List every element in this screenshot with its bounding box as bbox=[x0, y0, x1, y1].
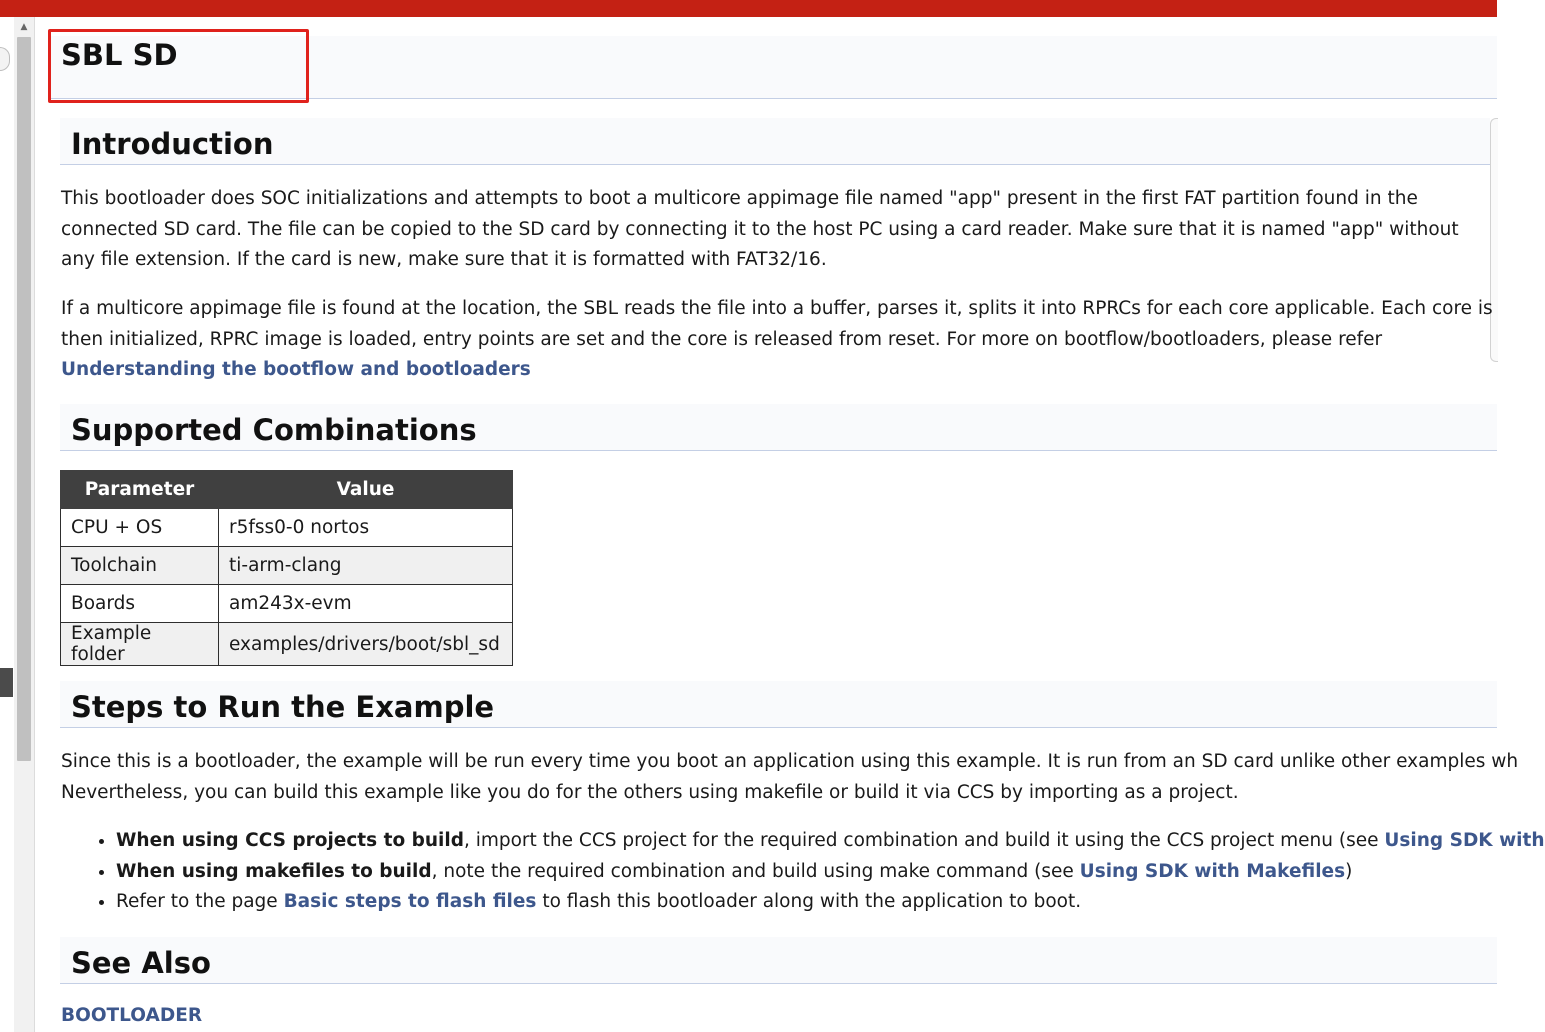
title-highlight-box bbox=[48, 29, 309, 103]
flash-files-link[interactable]: Basic steps to flash files bbox=[283, 891, 537, 912]
table-row bbox=[61, 585, 513, 623]
section-supported-combinations bbox=[60, 404, 1497, 451]
section-heading: See Also bbox=[71, 946, 211, 980]
table-cell: am243x-evm bbox=[219, 585, 513, 623]
table-cell: r5fss0-0 nortos bbox=[219, 509, 513, 547]
table-row bbox=[61, 547, 513, 585]
bullet-text: , import the CCS project for the required combination and build it using the CCS project menu (see bbox=[463, 830, 1385, 851]
list-item bbox=[116, 826, 1545, 857]
section-introduction bbox=[60, 118, 1490, 165]
bootflow-link[interactable]: Understanding the bootflow and bootloaders bbox=[61, 359, 531, 380]
column-header: Value bbox=[219, 471, 513, 509]
text-line: any file extension. If the card is new, make sure that it is formatted with FAT32/16. bbox=[61, 249, 827, 270]
gutter-marker bbox=[0, 668, 13, 697]
makefiles-link[interactable]: Using SDK with Makefiles bbox=[1079, 860, 1346, 882]
table-cell: Boards bbox=[61, 585, 219, 623]
table-cell: ti-arm-clang bbox=[219, 547, 513, 585]
text-line: This bootloader does SOC initializations and attempts to boot a multicore appimage file named "app" present in the first FAT partition found in the bbox=[61, 188, 1418, 209]
section-heading: Steps to Run the Example bbox=[71, 690, 495, 724]
table-cell: CPU + OS bbox=[61, 509, 219, 547]
list-item bbox=[116, 887, 1545, 918]
steps-list bbox=[61, 826, 1545, 918]
table-row bbox=[61, 509, 513, 547]
section-heading: Supported Combinations bbox=[71, 413, 477, 447]
text-line: Nevertheless, you can build this example like you do for the others using makefile or build it via CCS by importing as a project. bbox=[61, 781, 1239, 803]
section-see-also bbox=[60, 937, 1497, 984]
intro-paragraph-1 bbox=[61, 184, 1459, 276]
table-cell: Toolchain bbox=[61, 547, 219, 585]
nav-scrollbar-thumb[interactable] bbox=[17, 37, 31, 761]
scroll-up-arrow-icon[interactable]: ▲ bbox=[20, 22, 28, 32]
table-cell: Example folder bbox=[61, 623, 219, 666]
text-line: then initialized, RPRC image is loaded, entry points are set and the core is released from reset. For more on bootflow/bootloaders, please refer bbox=[61, 328, 1383, 350]
column-header: Parameter bbox=[61, 471, 219, 509]
table-header-row bbox=[61, 471, 513, 509]
parameters-table bbox=[60, 470, 513, 666]
table-row bbox=[61, 623, 513, 666]
steps-intro-paragraph bbox=[61, 747, 1518, 808]
browser-top-bar bbox=[0, 0, 1497, 17]
see-also-links bbox=[61, 1001, 202, 1032]
section-steps-to-run bbox=[60, 681, 1497, 728]
bullet-text: , note the required combination and build using make command (see bbox=[431, 860, 1080, 882]
sidebar-toggle-handle[interactable] bbox=[0, 47, 10, 71]
page-title: SBL SD bbox=[61, 38, 178, 72]
left-gutter bbox=[0, 17, 15, 1032]
bullet-bold-text: When using makefiles to build bbox=[116, 860, 432, 882]
intro-paragraph-2 bbox=[61, 294, 1493, 386]
text-line: connected SD card. The file can be copied to the SD card by connecting it to the host PC using a card reader. Make sure that it is named "app" without bbox=[61, 218, 1459, 240]
text-line: Since this is a bootloader, the example will be run every time you boot an application using this example. It is run from an SD card unlike other examples wh bbox=[61, 751, 1519, 772]
bullet-text: Refer to the page bbox=[116, 891, 284, 912]
bullet-after-text: to flash this bootloader along with the application to boot. bbox=[536, 891, 1082, 912]
ccs-projects-link[interactable]: Using SDK with bbox=[1384, 830, 1545, 851]
section-heading: Introduction bbox=[71, 127, 274, 161]
table-cell: examples/drivers/boot/sbl_sd bbox=[219, 623, 513, 666]
bullet-bold-text: When using CCS projects to build bbox=[116, 830, 464, 851]
bullet-after-text: ) bbox=[1345, 860, 1353, 882]
list-item bbox=[116, 857, 1545, 888]
text-line: If a multicore appimage file is found at the location, the SBL reads the file into a buffer, parses it, splits it into RPRCs for each core applicable. Each core is bbox=[61, 298, 1493, 319]
bootloader-link[interactable]: BOOTLOADER bbox=[61, 1005, 203, 1026]
